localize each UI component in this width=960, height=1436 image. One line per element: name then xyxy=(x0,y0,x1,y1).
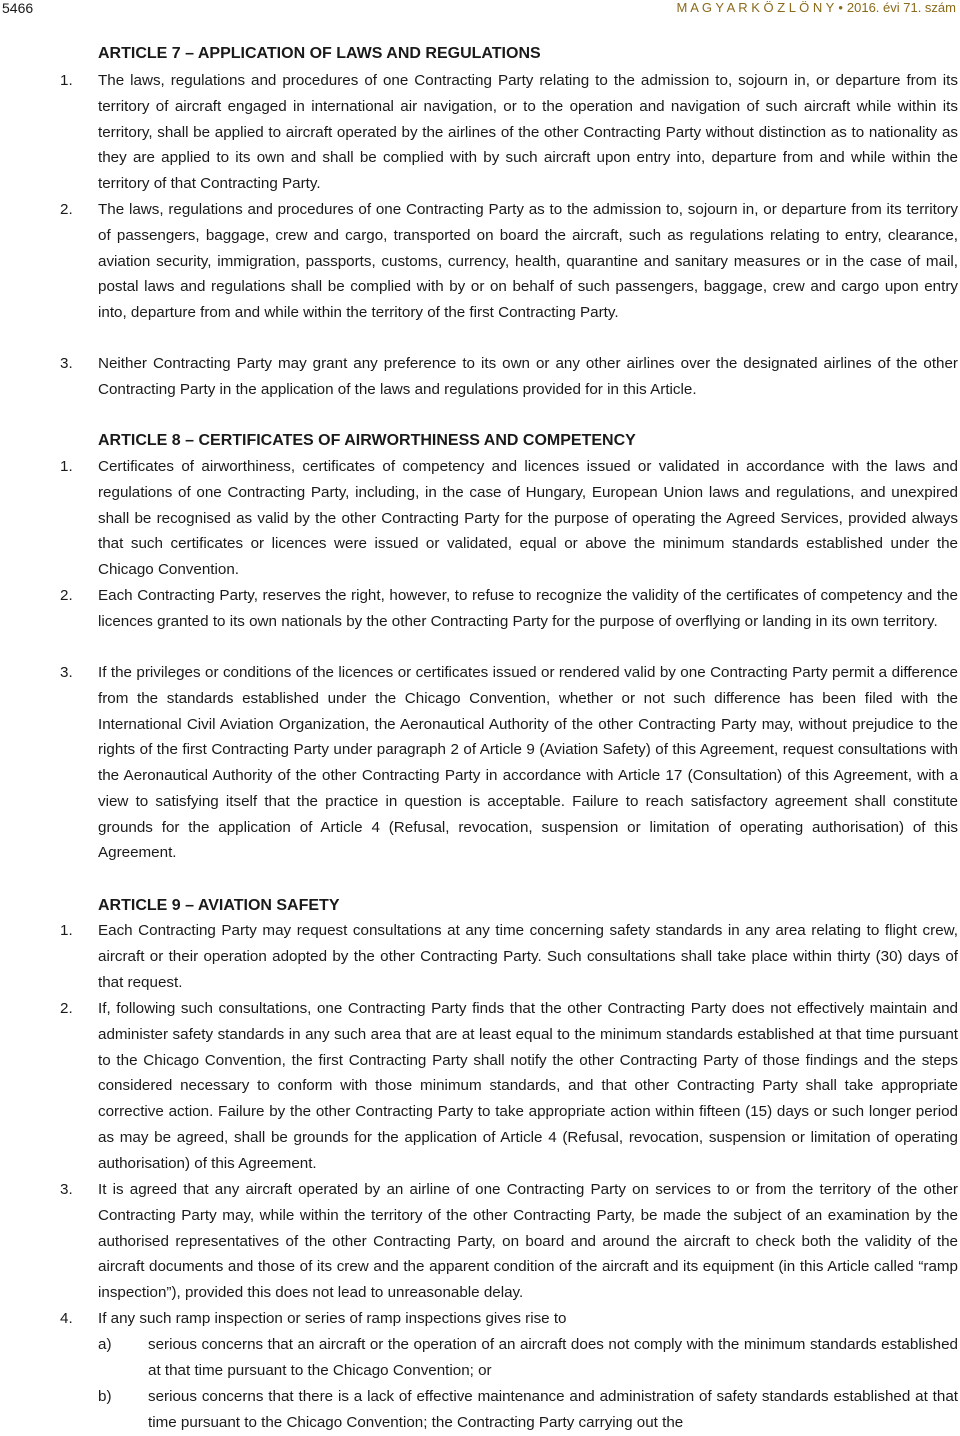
article-9-subparagraph-a xyxy=(98,1332,958,1384)
paragraph-number: 1. xyxy=(60,72,73,89)
article-9-paragraph-3 xyxy=(60,1177,958,1306)
paragraph-text: serious concerns that there is a lack of effective maintenance and administration of safety standards established at that time pursuant to the Chicago Convention; the Contracting Party carrying out the xyxy=(148,1388,958,1431)
paragraph-number: 2. xyxy=(60,587,73,604)
article-7-paragraph-2 xyxy=(60,197,958,326)
paragraph-number: 3. xyxy=(60,1181,73,1198)
paragraph-text: Certificates of airworthiness, certificates of competency and licences issued or validated in accordance with the laws and regulations of one Contracting Party, including, in the case of Hungary, European Union laws and regulations, and unexpired shall be recognised as valid by the other Contracting Party for the purpose of operating the Agreed Services, provided always that such certificates or licences were issued or validated, equal or above the minimum standards established under the Chicago Convention. xyxy=(98,458,958,578)
article-7-paragraph-3 xyxy=(60,351,958,403)
subparagraph-letter: a) xyxy=(98,1336,112,1353)
article-9-paragraph-4 xyxy=(60,1306,958,1332)
paragraph-text: Neither Contracting Party may grant any preference to its own or any other airlines over the designated airlines of the other Contracting Party in the application of the laws and regulations provided for in this Article. xyxy=(98,355,958,398)
page-header xyxy=(0,0,960,22)
paragraph-text: Each Contracting Party, reserves the right, however, to refuse to recognize the validity of the certificates of competency and the licences granted to its own nationals by the other Contracting Party for the purpose of overflying or landing in its own territory. xyxy=(98,587,958,630)
article-7-title: ARTICLE 7 – APPLICATION OF LAWS AND REGULATIONS xyxy=(98,45,541,62)
paragraph-number: 1. xyxy=(60,922,73,939)
article-9-paragraph-2 xyxy=(60,996,958,1176)
article-8-title: ARTICLE 8 – CERTIFICATES OF AIRWORTHINESS AND COMPETENCY xyxy=(98,432,636,449)
journal-title xyxy=(677,0,956,15)
article-8-paragraph-1 xyxy=(60,454,958,583)
paragraph-text: Each Contracting Party may request consultations at any time concerning safety standards in any area relating to flight crew, aircraft or their operation adopted by the other Contracting Party. Such consultations shall take place within thirty (30) days of that request. xyxy=(98,922,958,991)
paragraph-number: 3. xyxy=(60,355,73,372)
subparagraph-letter: b) xyxy=(98,1388,112,1405)
paragraph-text: If the privileges or conditions of the licences or certificates issued or rendered valid by one Contracting Party permit a difference from the standards established under the Chicago Convention, whether or not such difference has been filed with the International Civil Aviation Organization, the Aeronautical Authority of the other Contracting Party may, without prejudice to the rights of the first Contracting Party under paragraph 2 of Article 9 (Aviation Safety) of this Agreement, request consultations with the Aeronautical Authority of the other Contracting Party in accordance with Article 17 (Consultation) of this Agreement, with a view to satisfying itself that the practice in question is acceptable. Failure to reach satisfactory agreement shall constitute grounds for the application of Article 4 (Refusal, revocation, suspension or limitation of operating authorisation) of this Agreement. xyxy=(98,664,958,862)
paragraph-number: 2. xyxy=(60,1000,73,1017)
paragraph-number: 2. xyxy=(60,201,73,218)
paragraph-text: If, following such consultations, one Contracting Party finds that the other Contracting Party does not effectively maintain and administer safety standards in any such area that are at least equal to the minimum standards established at that time pursuant to the Chicago Convention, the first Contracting Party shall notify the other Contracting Party of those findings and the steps considered necessary to conform with those minimum standards, and that other Contracting Party shall take appropriate corrective action. Failure by the other Contracting Party to take appropriate action within fifteen (15) days or such longer period as may be agreed, shall be grounds for the application of Article 4 (Refusal, revocation, suspension or limitation of operating authorisation) of this Agreement. xyxy=(98,1000,958,1172)
separator-dot: • xyxy=(838,0,843,15)
article-9-subparagraph-b xyxy=(98,1384,958,1436)
paragraph-number: 3. xyxy=(60,664,73,681)
paragraph-text: The laws, regulations and procedures of one Contracting Party relating to the admission to, sojourn in, or departure from its territory of aircraft engaged in international air navigation, or to the operation and navigation of such aircraft while within its territory, shall be applied to aircraft operated by the airlines of the other Contracting Party without distinction as to nationality as they are applied to its own and shall be complied with by such aircraft upon entry into, departure from and while within the territory of that Contracting Party. xyxy=(98,72,958,192)
paragraph-text: The laws, regulations and procedures of one Contracting Party as to the admission to, sojourn in, or departure from its territory of passengers, baggage, crew and cargo, transported on board the aircraft, such as regulations relating to entry, clearance, aviation security, immigration, passports, customs, currency, health, quarantine and sanitary measures or in the case of mail, postal laws and regulations shall be complied with by or on behalf of such passengers, baggage, crew and cargo upon entry into, departure from and while within the territory of the first Contracting Party. xyxy=(98,201,958,321)
article-8-paragraph-2 xyxy=(60,583,958,635)
article-9-title: ARTICLE 9 – AVIATION SAFETY xyxy=(98,897,340,914)
article-7-paragraph-1 xyxy=(60,68,958,197)
paragraph-number: 4. xyxy=(60,1310,73,1327)
paragraph-number: 1. xyxy=(60,458,73,475)
paragraph-text: If any such ramp inspection or series of ramp inspections gives rise to xyxy=(98,1310,567,1327)
journal-name: M A G Y A R K Ö Z L Ö N Y xyxy=(676,0,835,15)
article-9-paragraph-1 xyxy=(60,918,958,995)
article-8-paragraph-3 xyxy=(60,660,958,866)
paragraph-text: It is agreed that any aircraft operated by an airline of one Contracting Party on services to or from the territory of the other Contracting Party may, while within the territory of the other Contracting Party, be made the subject of an examination by the authorised representatives of the other Contracting Party, on board and around the aircraft to check both the validity of the aircraft documents and those of its crew and the apparent condition of the aircraft and its equipment (in this Article called “ramp inspection”), provided this does not lead to unreasonable delay. xyxy=(98,1181,958,1301)
paragraph-text: serious concerns that an aircraft or the operation of an aircraft does not comply with the minimum standards established at that time pursuant to the Chicago Convention; or xyxy=(148,1336,958,1379)
page-number: 5466 xyxy=(2,0,34,16)
journal-issue: 2016. évi 71. szám xyxy=(846,0,956,15)
